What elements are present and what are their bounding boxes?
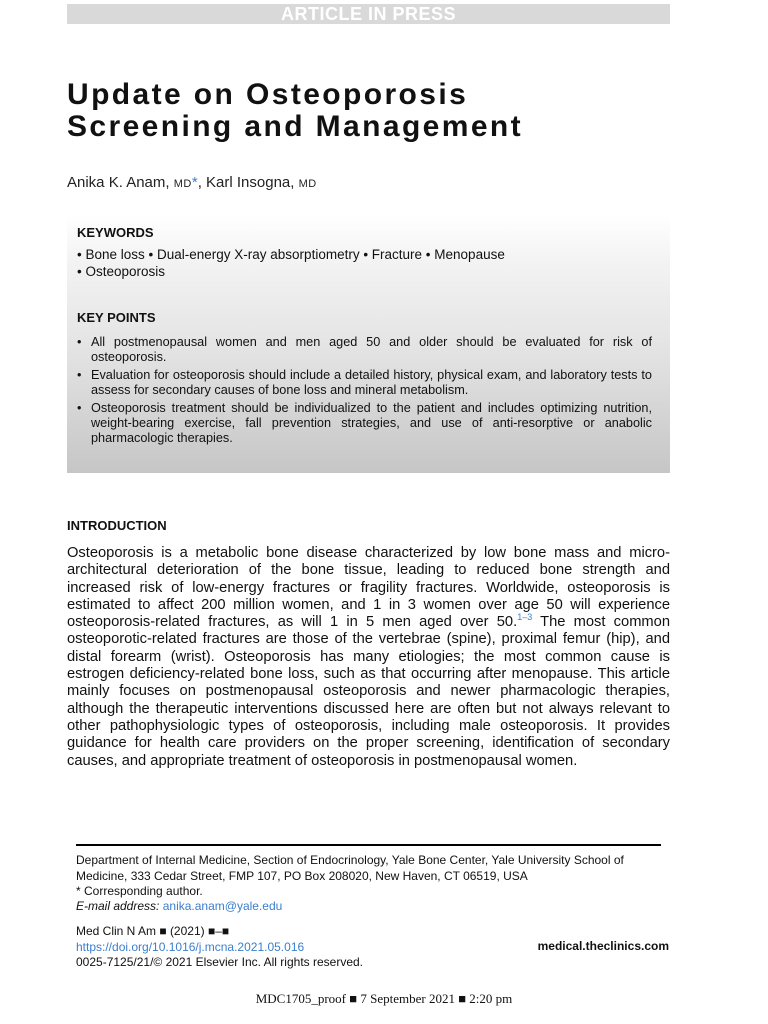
affiliation-text: Department of Internal Medicine, Section of Endocrinology, Yale Bone Center, Yale University School of Medicine, 333 Cedar Street, FMP 107, PO Box 208020, New Haven, CT 06519, USA <box>76 853 624 883</box>
key-points-list <box>77 335 652 449</box>
copyright-line: 0025-7125/21/© 2021 Elsevier Inc. All rights reserved. <box>76 955 364 969</box>
title-line-2: Screening and Management <box>67 110 524 143</box>
journal-info <box>76 924 363 971</box>
keywords-line-1: • Bone loss • Dual-energy X-ray absorptiometry • Fracture • Menopause <box>77 247 505 262</box>
key-point-item: • All postmenopausal women and men aged 50 and older should be evaluated for risk of osteoporosis. <box>77 335 652 365</box>
keywords-keypoints-box <box>67 215 670 473</box>
footer-divider <box>76 844 661 846</box>
author-separator: , <box>197 174 202 191</box>
citation-link[interactable]: 1–3 <box>517 612 533 623</box>
email-label: E-mail address: <box>76 899 160 913</box>
author-2-name: Karl Insogna, <box>206 174 295 191</box>
keywords-line-2: • Osteoporosis <box>77 264 166 279</box>
keywords-heading: KEYWORDS <box>77 225 154 240</box>
author-1-name: Anika K. Anam, <box>67 174 170 191</box>
email-line <box>76 899 676 915</box>
banner-text: ARTICLE IN PRESS <box>280 4 457 24</box>
doi-link[interactable]: https://doi.org/10.1016/j.mcna.2021.05.016 <box>76 939 305 954</box>
key-points-heading: KEY POINTS <box>77 310 156 325</box>
key-point-item: • Evaluation for osteoporosis should include a detailed history, physical exam, and laboratory tests to assess for secondary causes of bone loss and mineral metabolism. <box>77 368 652 398</box>
introduction-heading: INTRODUCTION <box>67 518 167 533</box>
article-in-press-banner <box>67 4 670 24</box>
intro-text-b: The most common osteoporotic-related fractures are those of the vertebrae (spine), proximal femur (hip), and distal forearm (wrist). Osteoporosis has many etiologies; the most common cause is estrogen deficiency-related bone loss, such as that occurring after menopause. This article mainly focuses on postmenopausal osteoporosis and newer pharmacologic therapies, although the therapeutic interventions discussed here are often but not always relevant to other pathophysiologic types of osteoporosis, including male osteoporosis. It provides guidance for health care providers on the proper screening, identification of secondary causes, and appropriate treatment of osteoporosis in postmenopausal women. <box>67 614 671 769</box>
proof-line: MDC1705_proof ■ 7 September 2021 ■ 2:20 pm <box>255 991 513 1006</box>
key-point-item: • Osteoporosis treatment should be individualized to the patient and includes optimizing nutrition, weight-bearing exercise, fall prevention strategies, and use of anti-resorptive or anabolic pharmacologic therapies. <box>77 401 652 446</box>
corresponding-author-note: * Corresponding author. <box>76 884 203 898</box>
article-title <box>67 79 687 143</box>
author-list <box>67 174 317 191</box>
author-1-degree: MD <box>173 178 192 190</box>
journal-citation: Med Clin N Am ■ (2021) ■–■ <box>76 924 230 938</box>
introduction-paragraph <box>67 545 670 770</box>
title-line-1: Update on Osteoporosis <box>67 78 469 111</box>
author-2-degree: MD <box>298 178 317 190</box>
corresponding-author-mark[interactable]: * <box>191 174 198 191</box>
email-link[interactable]: anika.anam@yale.edu <box>162 899 283 913</box>
journal-website[interactable]: medical.theclinics.com <box>537 939 669 953</box>
intro-text-a: Osteoporosis is a metabolic bone disease characterized by low bone mass and micro-architectural deterioration of the bone tissue, leading to reduced bone strength and increased risk of low-energy fractures or fragility fractures. Worldwide, osteoporosis is estimated to affect 200 million women, and 1 in 3 women over age 50 will experience osteoporosis-related fractures, as will 1 in 5 men aged over 50. <box>67 545 670 631</box>
